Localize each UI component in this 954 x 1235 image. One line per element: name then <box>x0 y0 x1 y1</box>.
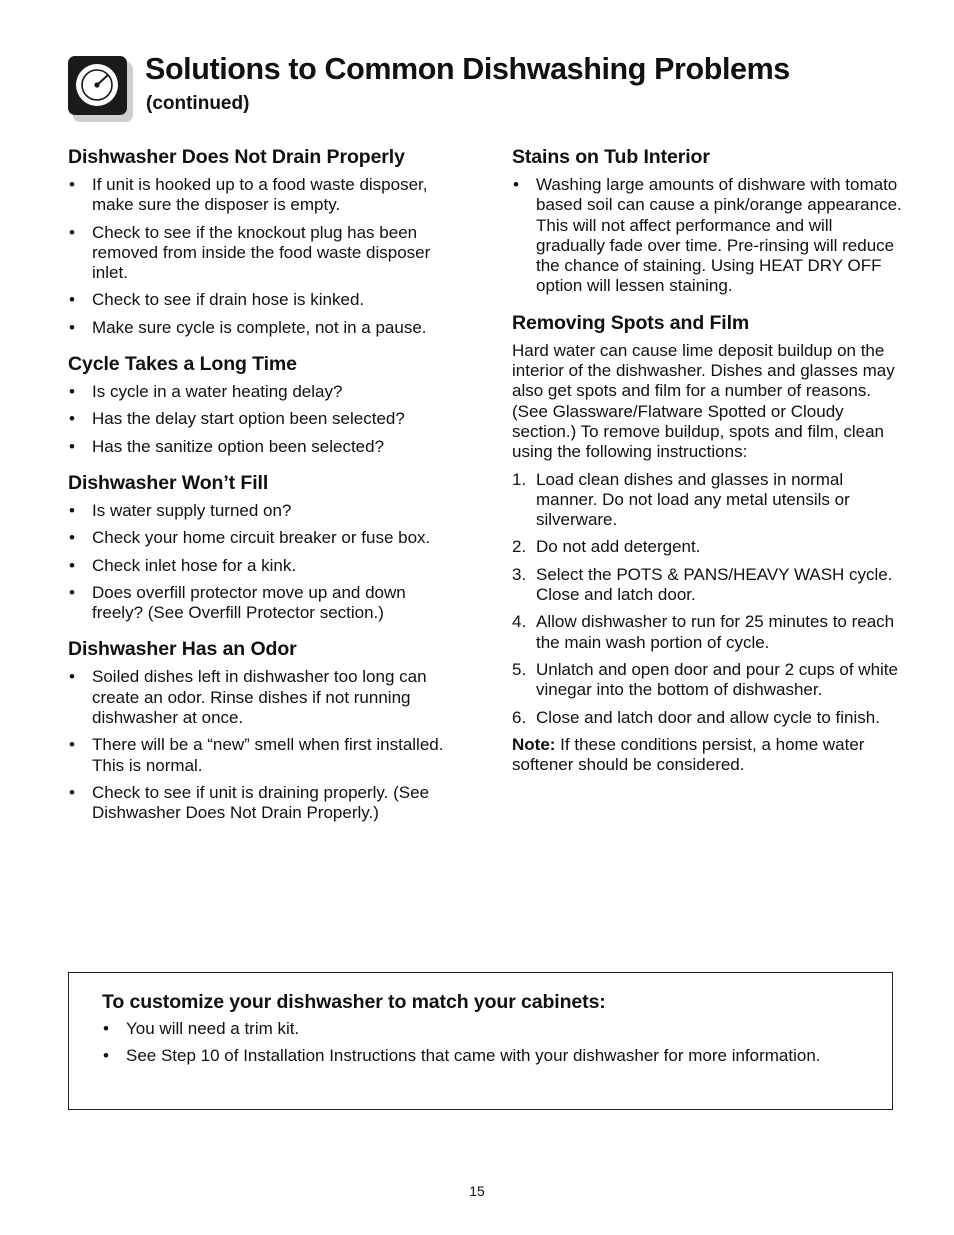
step-number: 4. <box>512 612 527 632</box>
list-item: • Check to see if drain hose is kinked. <box>69 290 365 310</box>
list-item: • Does overfill protector move up and down freely? (See Overfill Protector section.) <box>69 582 406 623</box>
bullet-mark: • <box>103 1019 109 1038</box>
bullet-mark: • <box>69 222 75 242</box>
bullet-mark: • <box>69 175 75 194</box>
list-item: • Has the sanitize option been selected? <box>69 436 385 456</box>
bullet-mark: • <box>69 436 75 456</box>
section-heading-long-time: Cycle Takes a Long Time <box>68 353 297 376</box>
bullet-mark: • <box>69 317 75 337</box>
list-item: • If unit is hooked up to a food waste disposer, make sure the disposer is empty. <box>69 175 428 215</box>
bullet-mark: • <box>69 555 75 575</box>
note-label: Note: <box>512 734 556 754</box>
step-number: 5. <box>512 659 527 679</box>
drain-bullets <box>68 175 460 338</box>
left-column <box>68 145 460 831</box>
section-heading-wont-fill: Dishwasher Won’t Fill <box>68 471 269 494</box>
step-number: 2. <box>512 537 527 557</box>
right-column <box>512 145 904 775</box>
bullet-mark: • <box>69 382 75 402</box>
bullet-mark: • <box>69 582 75 602</box>
spots-steps <box>512 470 904 728</box>
spots-intro: Hard water can cause lime deposit buildup on the interior of the dishwasher. Dishes and glasses may also get spots and film for a number of reasons. (See Glassware/Flatware Spotted or Cloudy section.) To remove buildup, spots and film, clean using the following instructions: <box>512 340 895 462</box>
list-item: • Check to see if the knockout plug has been removed from inside the food waste disposer inlet. <box>69 222 431 283</box>
bullet-mark: • <box>69 735 75 755</box>
list-item: • Is cycle in a water heating delay? <box>69 382 343 402</box>
wont-fill-bullets <box>68 501 460 623</box>
list-item: 3. Select the POTS & PANS/HEAVY WASH cycle. Close and latch door. <box>512 564 893 605</box>
section-heading-odor: Dishwasher Has an Odor <box>68 638 297 661</box>
bullet-mark: • <box>69 667 75 687</box>
list-item: • See Step 10 of Installation Instructions that came with your dishwasher for more information. <box>103 1046 821 1066</box>
customize-bullets <box>102 1019 862 1067</box>
bullet-mark: • <box>513 175 519 194</box>
list-item: • Washing large amounts of dishware with tomato based soil can cause a pink/orange appearance. This will not affect performance and will gradually fade over time. Pre-rinsing will reduce the chance of staining. Using HEAT DRY OFF option will lessen staining. <box>513 175 902 296</box>
list-item: 6. Close and latch door and allow cycle to finish. <box>512 707 880 727</box>
step-number: 3. <box>512 564 527 584</box>
list-item: 2. Do not add detergent. <box>512 537 701 557</box>
list-item: • Make sure cycle is complete, not in a pause. <box>69 317 427 337</box>
stains-bullets <box>512 175 904 297</box>
section-heading-spots: Removing Spots and Film <box>512 311 750 334</box>
list-item: • Check inlet hose for a kink. <box>69 555 297 575</box>
section-heading-drain: Dishwasher Does Not Drain Properly <box>68 146 405 168</box>
note-text: If these conditions persist, a home water softener should be considered. <box>512 734 865 775</box>
list-item: • Check to see if unit is draining properly. (See Dishwasher Does Not Drain Properly.) <box>69 782 430 823</box>
bullet-mark: • <box>69 782 75 802</box>
odor-bullets <box>68 667 460 823</box>
page-subtitle: (continued) <box>146 93 250 114</box>
bullet-mark: • <box>69 290 75 310</box>
page-number: 15 <box>469 1183 485 1199</box>
list-item: • Check your home circuit breaker or fuse box. <box>69 528 431 548</box>
list-item: 5. Unlatch and open door and pour 2 cups of white vinegar into the bottom of dishwasher. <box>512 659 898 700</box>
step-number: 1. <box>512 469 527 489</box>
list-item: • Soiled dishes left in dishwasher too long can create an odor. Rinse dishes if not running dishwasher at once. <box>69 667 427 728</box>
list-item: • Is water supply turned on? <box>69 500 292 520</box>
list-item: 4. Allow dishwasher to run for 25 minutes to reach the main wash portion of cycle. <box>512 612 895 652</box>
bullet-mark: • <box>69 500 75 520</box>
customize-box <box>68 972 893 1110</box>
section-heading-stains: Stains on Tub Interior <box>512 146 710 168</box>
bullet-mark: • <box>69 409 75 429</box>
bullet-mark: • <box>69 528 75 548</box>
page-title: Solutions to Common Dishwashing Problems <box>145 52 790 86</box>
list-item: 1. Load clean dishes and glasses in normal manner. Do not load any metal utensils or silverware. <box>512 469 850 530</box>
long-time-bullets <box>68 382 460 457</box>
bullet-mark: • <box>103 1046 109 1066</box>
spots-note <box>512 735 904 776</box>
list-item: • You will need a trim kit. <box>103 1019 300 1038</box>
list-item: • There will be a “new” smell when first installed. This is normal. <box>69 735 444 775</box>
dishwasher-dial-icon <box>67 55 135 125</box>
customize-heading: To customize your dishwasher to match your cabinets: <box>102 991 606 1013</box>
step-number: 6. <box>512 707 527 727</box>
list-item: • Has the delay start option been selected? <box>69 409 405 429</box>
